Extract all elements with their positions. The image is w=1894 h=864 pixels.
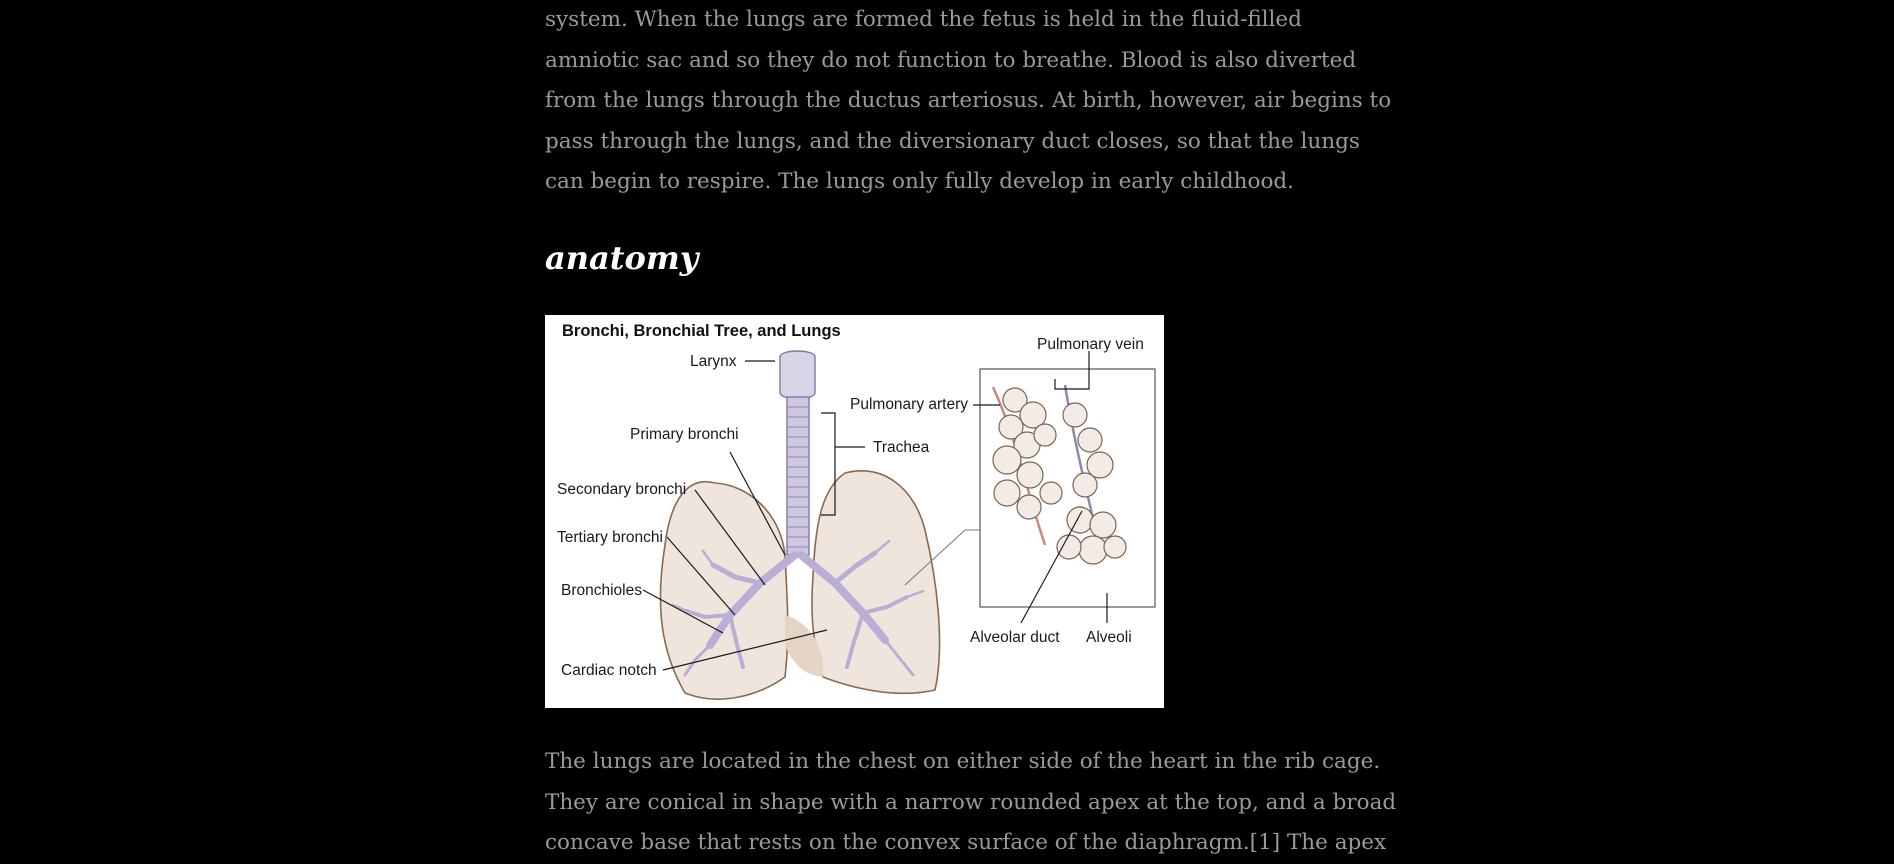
label-trachea: Trachea — [873, 439, 930, 456]
paragraph-line: concave base that rests on the convex surface of the diaphragm.[1] The apex — [545, 830, 1387, 855]
paragraph-line: amniotic sac and so they do not function to breathe. Blood is also diverted — [545, 47, 1357, 73]
paragraph-line: can begin to respire. The lungs only fully develop in early childhood. — [545, 169, 1294, 194]
section-heading-anatomy: anatomy — [545, 239, 699, 277]
label-tertiary-bronchi: Tertiary bronchi — [557, 529, 663, 546]
label-secondary-bronchi: Secondary bronchi — [557, 481, 687, 498]
label-alveoli: Alveoli — [1086, 629, 1132, 646]
label-pulmonary-artery: Pulmonary artery — [850, 396, 969, 413]
paragraph-line: from the lungs through the ductus arteriosus. At birth, however, air begins to — [545, 88, 1392, 113]
paragraph-line: pass through the lungs, and the diversionary duct closes, so that the lungs — [545, 128, 1360, 154]
label-larynx: Larynx — [690, 353, 737, 370]
label-bronchioles: Bronchioles — [561, 582, 642, 599]
lungs-diagram — [545, 315, 1164, 708]
intro-paragraph — [545, 0, 1391, 203]
label-primary-bronchi: Primary bronchi — [630, 426, 739, 443]
label-pulmonary-vein: Pulmonary vein — [1037, 336, 1144, 353]
anatomy-paragraph — [545, 742, 1396, 864]
figure-title: Bronchi, Bronchial Tree, and Lungs — [562, 322, 841, 340]
lungs-diagram-figure — [545, 315, 1164, 708]
paragraph-line: They are conical in shape with a narrow rounded apex at the top, and a broad — [545, 789, 1397, 815]
label-alveolar-duct: Alveolar duct — [970, 629, 1060, 646]
paragraph-line: system. When the lungs are formed the fetus is held in the fluid-filled — [545, 7, 1302, 32]
paragraph-line: The lungs are located in the chest on either side of the heart in the rib cage. — [545, 749, 1381, 774]
label-cardiac-notch: Cardiac notch — [561, 662, 657, 679]
